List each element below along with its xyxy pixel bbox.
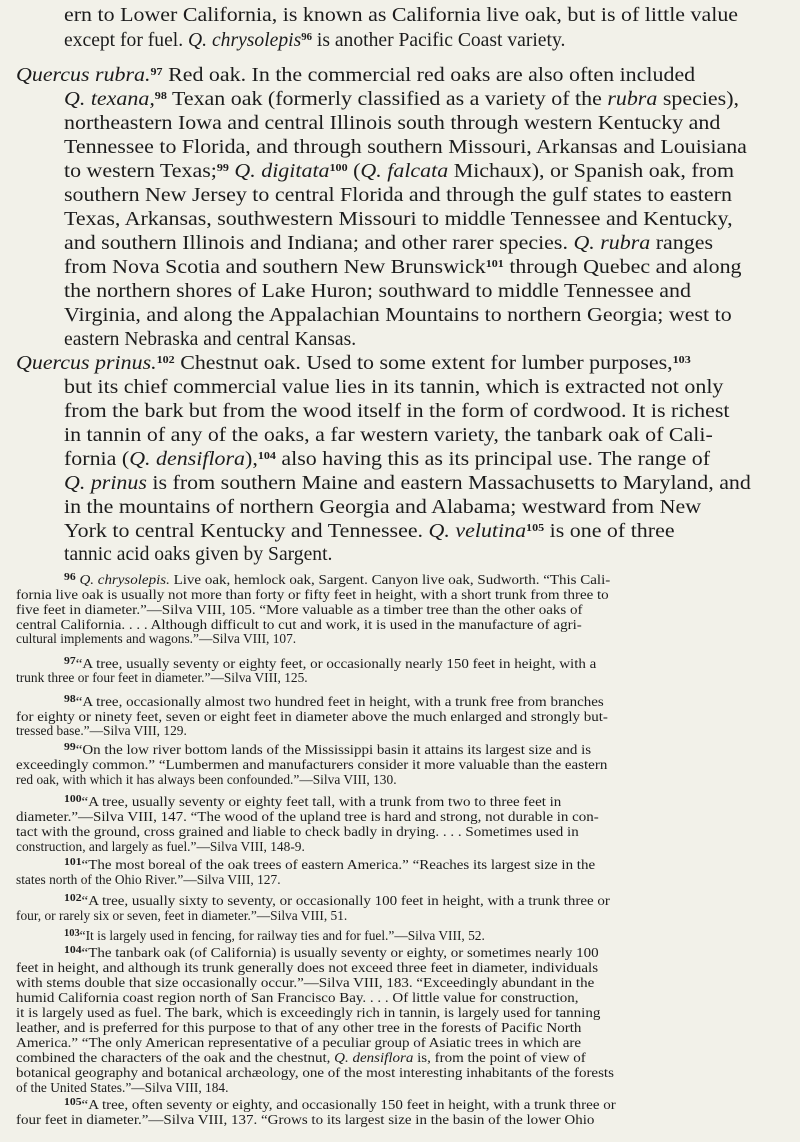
footnote-line [16, 825, 579, 838]
footnote-line [16, 603, 583, 616]
footnote-line [16, 873, 281, 886]
footnote-line [16, 1113, 594, 1126]
italic-text: Q. velutina [428, 521, 527, 542]
footnote-line [64, 929, 485, 942]
text-run: it is largely used as fuel. The bark, which is exceedingly rich in tannin, is largely used for tanning [16, 1005, 601, 1020]
body-text-line [64, 160, 734, 184]
body-text-line [64, 88, 739, 112]
text-run: Red oak. In the commercial red oaks are also often included [162, 65, 696, 86]
italic-text: Q. chrysolepis [188, 30, 302, 51]
body-text-line [64, 29, 565, 53]
footnote-ref: 105 [526, 522, 545, 535]
text-run: “A tree, usually seventy or eighty feet, or occasionally nearly 150 feet in height, with a [75, 656, 597, 671]
text-run: eastern Nebraska and central Kansas. [64, 329, 357, 350]
italic-text: rubra [607, 89, 658, 110]
italic-text: Q. prinus [64, 473, 147, 494]
text-run: fornia live oak is usually not more than forty or fifty feet in height, with a short trunk from three to [16, 587, 609, 602]
footnote-line [16, 1006, 600, 1019]
text-run: with stems double that size occasionally occur.”—Silva VIII, 183. “Exceedingly abundant in the [16, 975, 595, 990]
text-run: construction, and largely as fuel.”—Silva VIII, 148-9. [16, 839, 305, 854]
body-text-line [64, 496, 701, 520]
text-run: is from southern Maine and eastern Massachusetts to Maryland, and [146, 473, 751, 494]
text-run: York to central Kentucky and Tennessee. [64, 521, 429, 542]
text-run: Live oak, hemlock oak, Sargent. Canyon live oak, Sudworth. “This Cali- [169, 572, 611, 587]
footnote-line [16, 724, 187, 737]
text-run: also having this as its principal use. The range of [275, 449, 711, 470]
footnote-line [16, 710, 608, 723]
body-text-line [64, 543, 332, 567]
footnote-line [16, 1051, 586, 1064]
body-text-line [64, 376, 723, 400]
footnote-ref: 99 [216, 162, 229, 175]
footnote-line [64, 743, 591, 756]
body-text-line [64, 448, 710, 472]
text-run: Tennessee to Florida, and through southern Missouri, Arkansas and Louisiana [64, 137, 747, 158]
text-run: from Nova Scotia and southern New Brunswick [64, 257, 486, 278]
footnote-line [64, 695, 604, 708]
footnote-line [16, 773, 397, 786]
footnote-ref: 102 [64, 892, 82, 904]
body-text-line [64, 304, 732, 328]
body-text-line [16, 352, 691, 376]
text-run: “A tree, often seventy or eighty, and occasionally 150 feet in height, with a trunk three or [81, 1097, 616, 1112]
footnote-line [16, 618, 582, 631]
footnote-ref: 100 [329, 162, 348, 175]
text-run: trunk three or four feet in diameter.”—Silva VIII, 125. [16, 670, 308, 685]
text-run: in tannin of any of the oaks, a far western variety, the tanbark oak of Cali- [64, 425, 713, 446]
text-run: states north of the Ohio River.”—Silva VIII, 127. [16, 872, 281, 887]
footnote-line [64, 858, 595, 871]
footnote-line [64, 946, 599, 959]
footnote-ref: 101 [485, 258, 504, 271]
footnote-ref: 102 [156, 354, 175, 367]
body-text-line [64, 112, 720, 136]
italic-text: Q. digitata [234, 161, 330, 182]
footnote-ref: 100 [64, 793, 82, 805]
footnote-ref: 97 [64, 655, 76, 667]
text-run: “A tree, usually sixty to seventy, or occasionally 100 feet in height, with a trunk three or [81, 893, 610, 908]
footnote-ref: 99 [64, 741, 76, 753]
footnote-ref: 101 [64, 856, 82, 868]
text-run: combined the characters of the oak and the chestnut, [16, 1050, 335, 1065]
body-text-line [64, 256, 742, 280]
text-run: for eighty or ninety feet, seven or eight feet in diameter above the much enlarged and strongly but- [16, 709, 608, 724]
text-run: except for fuel. [64, 30, 189, 51]
italic-text: Quercus rubra. [16, 65, 151, 86]
text-run: central California. . . . Although difficult to cut and work, it is used in the manufacture of agri- [16, 617, 582, 632]
text-run: feet in height, and although its trunk generally does not exceed three feet in diameter, individuals [16, 960, 599, 975]
footnote-ref: 96 [64, 571, 76, 583]
text-run: and southern Illinois and Indiana; and other rarer species. [64, 233, 574, 254]
text-run: is another Pacific Coast variety. [312, 30, 566, 51]
text-run: four feet in diameter.”—Silva VIII, 137. “Grows to its largest size in the basin of the lower Ohio [16, 1112, 595, 1127]
body-text-line [64, 184, 732, 208]
body-text-line [64, 280, 691, 304]
text-run: is, from the point of view of [413, 1050, 586, 1065]
text-run: tressed base.”—Silva VIII, 129. [16, 723, 187, 738]
text-run: “A tree, usually seventy or eighty feet tall, with a trunk from two to three feet in [81, 794, 562, 809]
text-run: Chestnut oak. Used to some extent for lumber purposes, [174, 353, 673, 374]
footnote-line [16, 961, 598, 974]
text-run: in the mountains of northern Georgia and Alabama; westward from New [64, 497, 702, 518]
text-run: ( [347, 161, 361, 182]
text-run: Texan oak (formerly classified as a variety of the [166, 89, 608, 110]
text-run: exceedingly common.” “Lumbermen and manufacturers consider it more valuable than the eastern [16, 757, 608, 772]
text-run: leather, and is preferred for this purpose to that of any other tree in the forests of Pacific North [16, 1020, 582, 1035]
text-run: humid California coast region north of San Francisco Bay. . . . Of little value for construction, [16, 990, 579, 1005]
text-run: botanical geography and botanical archæology, one of the most interesting inhabitants of the forests [16, 1065, 614, 1080]
footnote-line [16, 1081, 228, 1094]
text-run: red oak, with which it has always been confounded.”—Silva VIII, 130. [16, 772, 397, 787]
italic-text: Q. rubra [573, 233, 651, 254]
footnote-line [16, 588, 609, 601]
footnote-line [16, 810, 599, 823]
text-run: northeastern Iowa and central Illinois south through western Kentucky and [64, 113, 721, 134]
text-run: ), [245, 449, 258, 470]
text-run: “A tree, occasionally almost two hundred feet in height, with a trunk free from branches [75, 694, 604, 709]
footnote-ref: 105 [64, 1096, 82, 1108]
text-run: four, or rarely six or seven, feet in diameter.”—Silva VIII, 51. [16, 908, 348, 923]
footnote-line [16, 909, 347, 922]
body-text-line [64, 232, 713, 256]
footnote-line [16, 1021, 581, 1034]
italic-text: Q. chrysolepis. [79, 572, 170, 587]
text-run: through Quebec and along [503, 257, 742, 278]
text-run: America.” “The only American representative of a peculiar group of Asiatic trees in which are [16, 1035, 582, 1050]
text-run: ern to Lower California, is known as California live oak, but is of little value [64, 5, 739, 26]
body-text-line [64, 400, 730, 424]
body-text-line [64, 136, 747, 160]
text-run: “It is largely used in fencing, for railway ties and for fuel.”—Silva VIII, 52. [79, 928, 485, 943]
text-run: species), [657, 89, 739, 110]
text-run: southern New Jersey to central Florida and through the gulf states to eastern [64, 185, 732, 206]
footnote-ref: 97 [150, 66, 163, 79]
text-run: is one of three [544, 521, 675, 542]
footnote-line [64, 573, 610, 586]
footnote-line [64, 795, 561, 808]
footnote-line [64, 657, 596, 670]
italic-text: Q. texana, [64, 89, 155, 110]
text-run: “The most boreal of the oak trees of eastern America.” “Reaches its largest size in the [81, 857, 596, 872]
text-run: of the United States.”—Silva VIII, 184. [16, 1080, 229, 1095]
body-text-line [16, 64, 695, 88]
italic-text: Quercus prinus. [16, 353, 157, 374]
body-text-line [64, 4, 738, 28]
footnote-line [16, 632, 296, 645]
body-text-line [64, 520, 675, 544]
footnote-line [16, 1066, 614, 1079]
italic-text: Q. falcata [360, 161, 449, 182]
footnote-ref: 98 [154, 90, 167, 103]
text-run: tact with the ground, cross grained and liable to check badly in drying. . . . Sometimes used in [16, 824, 579, 839]
footnote-line [16, 840, 305, 853]
body-text-line [64, 424, 713, 448]
text-run: but its chief commercial value lies in its tannin, which is extracted not only [64, 377, 724, 398]
text-run: fornia ( [64, 449, 130, 470]
text-run: Michaux), or Spanish oak, from [448, 161, 735, 182]
text-run: tannic acid oaks given by Sargent. [64, 544, 333, 565]
footnote-line [16, 758, 607, 771]
footnote-line [16, 671, 308, 684]
text-run: to western Texas; [64, 161, 217, 182]
footnote-ref: 104 [257, 450, 276, 463]
text-run: “The tanbark oak (of California) is usually seventy or eighty, or sometimes nearly 100 [81, 945, 599, 960]
footnote-line [16, 976, 594, 989]
footnote-line [16, 1036, 581, 1049]
body-text-line [64, 472, 751, 496]
body-text-line [64, 208, 733, 232]
text-run: diameter.”—Silva VIII, 147. “The wood of the upland tree is hard and strong, not durable in con- [16, 809, 599, 824]
text-run: five feet in diameter.”—Silva VIII, 105. “More valuable as a timber tree than the other oaks of [16, 602, 583, 617]
footnote-ref: 103 [64, 927, 80, 939]
text-run: Virginia, and along the Appalachian Mountains to northern Georgia; west to [64, 305, 732, 326]
body-text-line [64, 328, 356, 352]
footnote-line [64, 894, 610, 907]
text-run: from the bark but from the wood itself in the form of cordwood. It is richest [64, 401, 730, 422]
text-run: “On the low river bottom lands of the Mississippi basin it attains its largest size and is [75, 742, 592, 757]
text-run: ranges [650, 233, 714, 254]
footnote-ref: 103 [672, 354, 691, 367]
footnote-ref: 96 [301, 31, 312, 44]
italic-text: Q. densiflora [334, 1050, 414, 1065]
text-run: Texas, Arkansas, southwestern Missouri to middle Tennessee and Kentucky, [64, 209, 733, 230]
italic-text: Q. densiflora [129, 449, 246, 470]
text-run: the northern shores of Lake Huron; southward to middle Tennessee and [64, 281, 691, 302]
footnote-ref: 98 [64, 693, 76, 705]
footnote-line [64, 1098, 616, 1111]
footnote-line [16, 991, 579, 1004]
text-run: cultural implements and wagons.”—Silva VIII, 107. [16, 631, 297, 646]
footnote-ref: 104 [64, 944, 82, 956]
